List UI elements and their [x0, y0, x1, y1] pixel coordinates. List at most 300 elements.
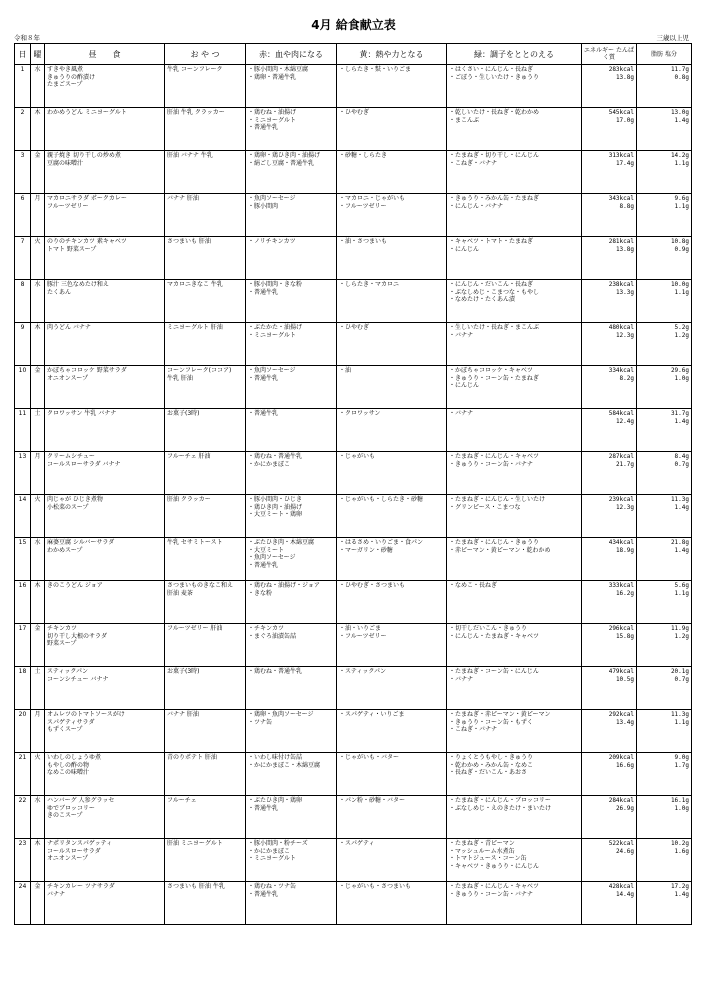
weekday-cell: 月 [31, 194, 45, 237]
lunch-line: コーンシチュー バナナ [47, 675, 109, 683]
energy-value: 296kcal [608, 625, 634, 632]
protein-value: 18.9g [615, 546, 634, 554]
red-food-line: ・魚肉ソーセージ [248, 367, 296, 374]
energy-value: 545kcal [608, 109, 634, 116]
fat-salt-cell [637, 323, 692, 366]
lunch-line: トマト 野菜スープ [47, 245, 97, 253]
energy-protein-cell [582, 667, 637, 710]
snack-line: 肝油 牛乳 クラッカー [167, 109, 225, 116]
snack-line: バナナ 肝油 [167, 711, 199, 718]
salt-value: 1.4g [674, 546, 689, 554]
snack-line: 肝油 麦茶 [167, 589, 193, 597]
salt-value: 1.2g [674, 632, 689, 640]
energy-protein-cell [582, 753, 637, 796]
lunch-line: 麻婆豆腐 シルバーサラダ [47, 539, 115, 546]
red-food-line: ・ミニヨーグルト [248, 331, 296, 339]
red-food-line: ・ツナ缶 [248, 718, 273, 726]
lunch-cell [45, 753, 165, 796]
red-food-line: ・まぐろ油漬缶詰 [248, 632, 297, 640]
red-food-line: ・豚小間肉・木綿豆腐 [248, 66, 309, 73]
red-food-cell [246, 796, 337, 839]
day-cell: 15 [15, 538, 31, 581]
fat-value: 9.0g [674, 754, 689, 761]
snack-line: コーンフレーク(ココア) [167, 367, 232, 374]
fat-salt-cell [637, 667, 692, 710]
red-food-line: ・豚小間肉 [248, 202, 279, 210]
energy-value: 238kcal [608, 281, 634, 288]
green-food-cell [447, 624, 582, 667]
protein-value: 16.2g [615, 589, 634, 597]
day-cell: 8 [15, 280, 31, 323]
lunch-line: マカロニサラダ ポークカレー [47, 195, 127, 202]
green-food-cell [447, 495, 582, 538]
green-food-line: ・にんじん [449, 382, 480, 390]
header-green: 緑：調子をととのえる [447, 44, 582, 65]
protein-value: 26.9g [615, 804, 634, 812]
red-food-line: ・普通牛乳 [248, 804, 279, 812]
lunch-line: クロワッサン 牛乳 バナナ [47, 410, 117, 417]
snack-cell [165, 538, 246, 581]
green-food-cell [447, 108, 582, 151]
energy-protein-cell [582, 796, 637, 839]
protein-value: 13.3g [615, 288, 634, 296]
yellow-food-line: ・じゃがいも [339, 453, 376, 460]
table-row [15, 839, 692, 882]
snack-line: マカロニきなこ 牛乳 [167, 281, 223, 288]
red-food-line: ・ぶたひき肉・鶏卵 [248, 797, 303, 804]
weekday-cell: 月 [31, 452, 45, 495]
header-snack: お や つ [165, 44, 246, 65]
header-day: 日 [15, 44, 31, 65]
red-food-cell [246, 194, 337, 237]
day-cell: 18 [15, 667, 31, 710]
snack-line: さつまいも 肝油 [167, 238, 211, 245]
red-food-line: ・ミニヨーグルト [248, 855, 296, 863]
green-food-cell [447, 452, 582, 495]
snack-line: 肝油 ミニヨーグルト [167, 840, 223, 847]
lunch-line: ナポリタンスパゲッティ [47, 840, 113, 847]
yellow-food-cell [337, 581, 447, 624]
energy-protein-cell [582, 194, 637, 237]
age-group-label: 三歳以上児 [656, 34, 689, 42]
yellow-food-cell [337, 151, 447, 194]
red-food-line: ・チキンカツ [248, 625, 284, 632]
day-cell: 22 [15, 796, 31, 839]
fat-value: 17.2g [670, 883, 689, 890]
lunch-line: 野菜スープ [47, 640, 77, 648]
green-food-line: ・にんじん・バナナ [449, 202, 504, 210]
salt-value: 1.2g [674, 331, 689, 339]
fat-value: 11.9g [670, 625, 689, 632]
red-food-cell [246, 710, 337, 753]
lunch-line: わかめうどん ミニヨーグルト [47, 109, 127, 116]
snack-cell [165, 495, 246, 538]
energy-value: 333kcal [608, 582, 634, 589]
green-food-cell [447, 882, 582, 925]
salt-value: 0.7g [674, 460, 689, 468]
red-food-line: ・ノリチキンカツ [248, 238, 296, 245]
green-food-line: ・こねぎ・バナナ [449, 159, 498, 167]
fat-salt-cell [637, 65, 692, 108]
snack-line: 青のりポテト 肝油 [167, 754, 217, 761]
green-food-cell [447, 194, 582, 237]
fat-salt-cell [637, 409, 692, 452]
red-food-line: ・鶏むね・油揚げ・ジョア [248, 582, 320, 589]
lunch-line: きのこスープ [47, 812, 83, 820]
energy-value: 522kcal [608, 840, 634, 847]
yellow-food-cell [337, 194, 447, 237]
red-food-line: ・普通牛乳 [248, 374, 279, 382]
lunch-cell [45, 280, 165, 323]
red-food-line: ・鶏卵・鶏ひき肉・油揚げ [248, 152, 321, 159]
fat-salt-cell [637, 581, 692, 624]
fat-salt-cell [637, 366, 692, 409]
yellow-food-line: ・スパゲティ・いりごま [339, 711, 405, 718]
snack-cell [165, 624, 246, 667]
energy-value: 584kcal [608, 410, 634, 417]
lunch-cell [45, 108, 165, 151]
red-food-line: ・鶏卵・普通牛乳 [248, 73, 297, 81]
lunch-line: かぼちゃコロッケ 野菜サラダ [47, 367, 127, 374]
snack-cell [165, 65, 246, 108]
snack-line: 牛乳 コーンフレーク [167, 66, 223, 73]
energy-value: 313kcal [608, 152, 634, 159]
salt-value: 1.0g [674, 374, 689, 382]
red-food-cell [246, 108, 337, 151]
snack-line: 牛乳 セサミトースト [167, 539, 223, 546]
red-food-cell [246, 581, 337, 624]
day-cell: 16 [15, 581, 31, 624]
salt-value: 1.1g [674, 288, 689, 296]
fat-value: 16.1g [670, 797, 689, 804]
snack-cell [165, 280, 246, 323]
green-food-line: ・赤ピーマン・黄ピーマン・乾わかめ [449, 546, 551, 554]
green-food-line: ・長ねぎ・だいこん・あおさ [449, 769, 528, 777]
fat-value: 20.1g [670, 668, 689, 675]
table-row [15, 796, 692, 839]
lunch-line: 豆腐の味噌汁 [47, 159, 84, 167]
yellow-food-line: ・ひやむぎ [339, 324, 370, 331]
yellow-food-line: ・油・さつまいも [339, 238, 388, 245]
energy-value: 239kcal [608, 496, 634, 503]
lunch-line: フルーツゼリー [47, 202, 89, 210]
green-food-line: ・きゅうり・コーン缶・たまねぎ [449, 374, 539, 382]
day-cell: 20 [15, 710, 31, 753]
lunch-cell [45, 796, 165, 839]
energy-value: 292kcal [608, 711, 634, 718]
yellow-food-line: ・油・いりごま [339, 625, 382, 632]
lunch-line: きゅうりの酢漬け [47, 73, 96, 81]
snack-cell [165, 882, 246, 925]
energy-value: 428kcal [608, 883, 634, 890]
yellow-food-cell [337, 65, 447, 108]
lunch-line: スパゲティサラダ [47, 718, 95, 726]
green-food-line: ・グリンピース・こまつな [449, 503, 521, 511]
snack-line: 肝油 クラッカー [167, 496, 211, 503]
lunch-line: もやしの酢の物 [47, 761, 90, 769]
green-food-cell [447, 667, 582, 710]
day-cell: 2 [15, 108, 31, 151]
fat-value: 11.7g [670, 66, 689, 73]
red-food-cell [246, 409, 337, 452]
snack-cell [165, 753, 246, 796]
energy-protein-cell [582, 237, 637, 280]
lunch-line: オニオンスープ [47, 374, 88, 382]
yellow-food-cell [337, 710, 447, 753]
green-food-cell [447, 366, 582, 409]
energy-value: 480kcal [608, 324, 634, 331]
snack-cell [165, 194, 246, 237]
lunch-line: もずくスープ [47, 726, 83, 734]
snack-line: バナナ 肝油 [167, 195, 199, 202]
red-food-line: ・鶏むね・普通牛乳 [248, 668, 303, 675]
red-food-cell [246, 753, 337, 796]
yellow-food-line: ・じゃがいも・バター [339, 754, 400, 761]
green-food-line: ・はくさい・にんじん・長ねぎ [449, 66, 534, 73]
lunch-line: チキンカツ [47, 625, 77, 632]
energy-value: 334kcal [608, 367, 634, 374]
lunch-cell [45, 581, 165, 624]
table-row [15, 409, 692, 452]
green-food-line: ・たまねぎ・にんじん・キャベツ [449, 453, 540, 460]
protein-value: 17.4g [615, 159, 634, 167]
red-food-line: ・鶏ひき肉・油揚げ [248, 503, 303, 511]
green-food-line: ・こねぎ・バナナ [449, 726, 498, 734]
lunch-line: バナナ [47, 890, 66, 898]
fat-value: 14.2g [670, 152, 689, 159]
lunch-cell [45, 194, 165, 237]
red-food-line: ・かにかまぼこ [248, 460, 291, 468]
lunch-line: 切り干し大根のサラダ [47, 632, 107, 640]
red-food-line: ・豚小間肉・ひじき [248, 496, 303, 503]
weekday-cell: 木 [31, 108, 45, 151]
green-food-line: ・トマトジュース・コーン缶 [449, 855, 527, 863]
fat-salt-cell [637, 753, 692, 796]
yellow-food-cell [337, 452, 447, 495]
fat-salt-cell [637, 882, 692, 925]
snack-cell [165, 452, 246, 495]
green-food-line: ・きゅうり・コーン缶・バナナ [449, 460, 533, 468]
fat-salt-cell [637, 624, 692, 667]
protein-value: 15.8g [615, 632, 634, 640]
lunch-line: オムレツのトマトソースがけ [47, 711, 125, 718]
day-cell: 17 [15, 624, 31, 667]
salt-value: 1.1g [674, 718, 689, 726]
lunch-cell [45, 366, 165, 409]
green-food-line: ・キャベツ・トマト・たまねぎ [449, 238, 534, 245]
red-food-line: ・ぶたかた・油揚げ [248, 324, 303, 331]
weekday-cell: 水 [31, 538, 45, 581]
fat-value: 10.8g [670, 238, 689, 245]
snack-line: ミニヨーグルト 肝油 [167, 324, 223, 331]
day-cell: 21 [15, 753, 31, 796]
lunch-line: いわしのしょうゆ煮 [47, 754, 102, 761]
green-food-line: ・切干しだいこん・きゅうり [449, 625, 528, 632]
green-food-line: ・バナナ [449, 675, 474, 683]
green-food-line: ・にんじん・たまねぎ・キャベツ [449, 632, 540, 640]
energy-protein-cell [582, 366, 637, 409]
snack-cell [165, 323, 246, 366]
salt-value: 0.8g [674, 73, 689, 81]
lunch-line: 親子焼き 切り干しの炒め煮 [47, 152, 121, 159]
salt-value: 1.4g [674, 417, 689, 425]
protein-value: 17.0g [615, 116, 634, 124]
lunch-cell [45, 495, 165, 538]
green-food-cell [447, 796, 582, 839]
fat-value: 10.0g [670, 281, 689, 288]
fat-value: 9.6g [674, 195, 689, 202]
lunch-cell [45, 667, 165, 710]
table-row [15, 667, 692, 710]
energy-protein-cell [582, 108, 637, 151]
snack-line: さつまいものきなこ和え [167, 582, 234, 589]
yellow-food-line: ・パン粉・砂糖・バター [339, 797, 406, 804]
table-row [15, 65, 692, 108]
lunch-cell [45, 323, 165, 366]
red-food-line: ・魚肉ソーセージ [248, 554, 296, 562]
lunch-line: 肉じゃが ひじき煮物 [47, 496, 103, 503]
red-food-line: ・豚小間肉・粉チーズ [248, 840, 308, 847]
yellow-food-line: ・ひやむぎ・さつまいも [339, 582, 406, 589]
day-cell: 1 [15, 65, 31, 108]
red-food-cell [246, 65, 337, 108]
red-food-line: ・ミニヨーグルト [248, 116, 296, 124]
green-food-line: ・たまねぎ・にんじん・生しいたけ [449, 496, 546, 503]
energy-value: 281kcal [608, 238, 634, 245]
energy-value: 284kcal [608, 797, 634, 804]
lunch-line: チキンカレー ツナサラダ [47, 883, 115, 890]
yellow-food-cell [337, 538, 447, 581]
fat-salt-cell [637, 538, 692, 581]
snack-cell [165, 839, 246, 882]
yellow-food-line: ・じゃがいも・さつまいも [339, 883, 412, 890]
red-food-line: ・普通牛乳 [248, 288, 279, 296]
lunch-line: たまごスープ [47, 81, 83, 89]
fat-salt-cell [637, 151, 692, 194]
fat-salt-cell [637, 839, 692, 882]
green-food-line: ・ぶなしめじ・えのきたけ・まいたけ [449, 804, 552, 812]
snack-cell [165, 710, 246, 753]
red-food-cell [246, 624, 337, 667]
green-food-line: ・乾わかめ・みかん缶・なめこ [449, 761, 534, 769]
table-row [15, 194, 692, 237]
red-food-cell [246, 538, 337, 581]
weekday-cell: 金 [31, 151, 45, 194]
snack-cell [165, 366, 246, 409]
lunch-cell [45, 452, 165, 495]
table-row [15, 581, 692, 624]
weekday-cell: 金 [31, 624, 45, 667]
protein-value: 13.4g [615, 718, 634, 726]
yellow-food-line: ・はるさめ・いりごま・食パン [339, 539, 424, 546]
energy-value: 343kcal [608, 195, 634, 202]
lunch-line: ゆでブロッコリー [47, 804, 95, 812]
yellow-food-cell [337, 882, 447, 925]
table-row [15, 366, 692, 409]
green-food-line: ・かぼちゃコロッケ・キャベツ [449, 367, 533, 374]
header-fat: 脂肪 塩分 [637, 44, 692, 65]
lunch-line: 小松菜のスープ [47, 503, 89, 511]
fat-salt-cell [637, 237, 692, 280]
snack-cell [165, 796, 246, 839]
lunch-line: ハンバーグ 人参グラッセ [47, 797, 115, 804]
green-food-line: ・キャベツ・きゅうり・にんじん [449, 862, 540, 870]
energy-protein-cell [582, 280, 637, 323]
lunch-line: のりのチキンカツ 素キャベツ [47, 238, 127, 245]
era-label: 令和８年 [14, 34, 40, 42]
red-food-cell [246, 151, 337, 194]
fat-value: 21.8g [670, 539, 689, 546]
day-cell: 7 [15, 237, 31, 280]
salt-value: 1.1g [674, 589, 689, 597]
red-food-cell [246, 366, 337, 409]
yellow-food-line: ・マーガリン・砂糖 [339, 546, 393, 554]
table-row [15, 280, 692, 323]
green-food-line: ・ぶなしめじ・こまつな・もやし [449, 288, 540, 296]
protein-value: 12.3g [615, 503, 634, 511]
header-red: 赤：血や肉になる [246, 44, 337, 65]
protein-value: 13.8g [615, 245, 634, 253]
yellow-food-cell [337, 839, 447, 882]
red-food-line: ・普通牛乳 [248, 890, 279, 898]
energy-protein-cell [582, 495, 637, 538]
protein-value: 24.6g [615, 847, 634, 855]
green-food-cell [447, 538, 582, 581]
green-food-line: ・たまねぎ・にんじん・きゅうり [449, 539, 540, 546]
weekday-cell: 木 [31, 323, 45, 366]
red-food-line: ・大豆ミート・鶏卵 [248, 511, 303, 519]
green-food-cell [447, 151, 582, 194]
energy-protein-cell [582, 151, 637, 194]
lunch-line: すきやき風煮 [47, 66, 84, 73]
day-cell: 24 [15, 882, 31, 925]
fat-value: 5.2g [674, 324, 689, 331]
lunch-line: スティックパン [47, 668, 89, 675]
yellow-food-cell [337, 667, 447, 710]
yellow-food-line: ・しらたき・マカロニ [339, 281, 400, 288]
table-row [15, 323, 692, 366]
energy-protein-cell [582, 882, 637, 925]
green-food-line: ・きゅうり・みかん缶・たまねぎ [449, 195, 540, 202]
snack-line: フルーツゼリー 肝油 [167, 625, 223, 632]
lunch-line: 豚汁 三色なめたけ和え [47, 281, 109, 288]
snack-cell [165, 409, 246, 452]
red-food-line: ・鶏むね・普通牛乳 [248, 453, 303, 460]
lunch-line: なめこの味噌汁 [47, 769, 90, 777]
energy-value: 283kcal [608, 66, 634, 73]
table-row [15, 624, 692, 667]
green-food-cell [447, 237, 582, 280]
snack-line: フルーチェ [167, 797, 197, 804]
lunch-line: オニオンスープ [47, 855, 88, 863]
snack-line: フルーチェ 肝油 [167, 453, 211, 460]
red-food-line: ・いわし味付け缶詰 [248, 754, 303, 761]
green-food-cell [447, 839, 582, 882]
red-food-line: ・魚肉ソーセージ [248, 195, 296, 202]
weekday-cell: 水 [31, 65, 45, 108]
energy-protein-cell [582, 452, 637, 495]
lunch-line: わかめスープ [47, 546, 83, 554]
green-food-line: ・バナナ [449, 410, 474, 417]
energy-protein-cell [582, 323, 637, 366]
red-food-cell [246, 495, 337, 538]
menu-table [14, 43, 692, 925]
snack-cell [165, 667, 246, 710]
page-title: 4月 給食献立表 [311, 18, 396, 32]
yellow-food-cell [337, 624, 447, 667]
yellow-food-line: ・マカロニ・じゃがいも [339, 195, 406, 202]
header-dow: 曜 [31, 44, 45, 65]
